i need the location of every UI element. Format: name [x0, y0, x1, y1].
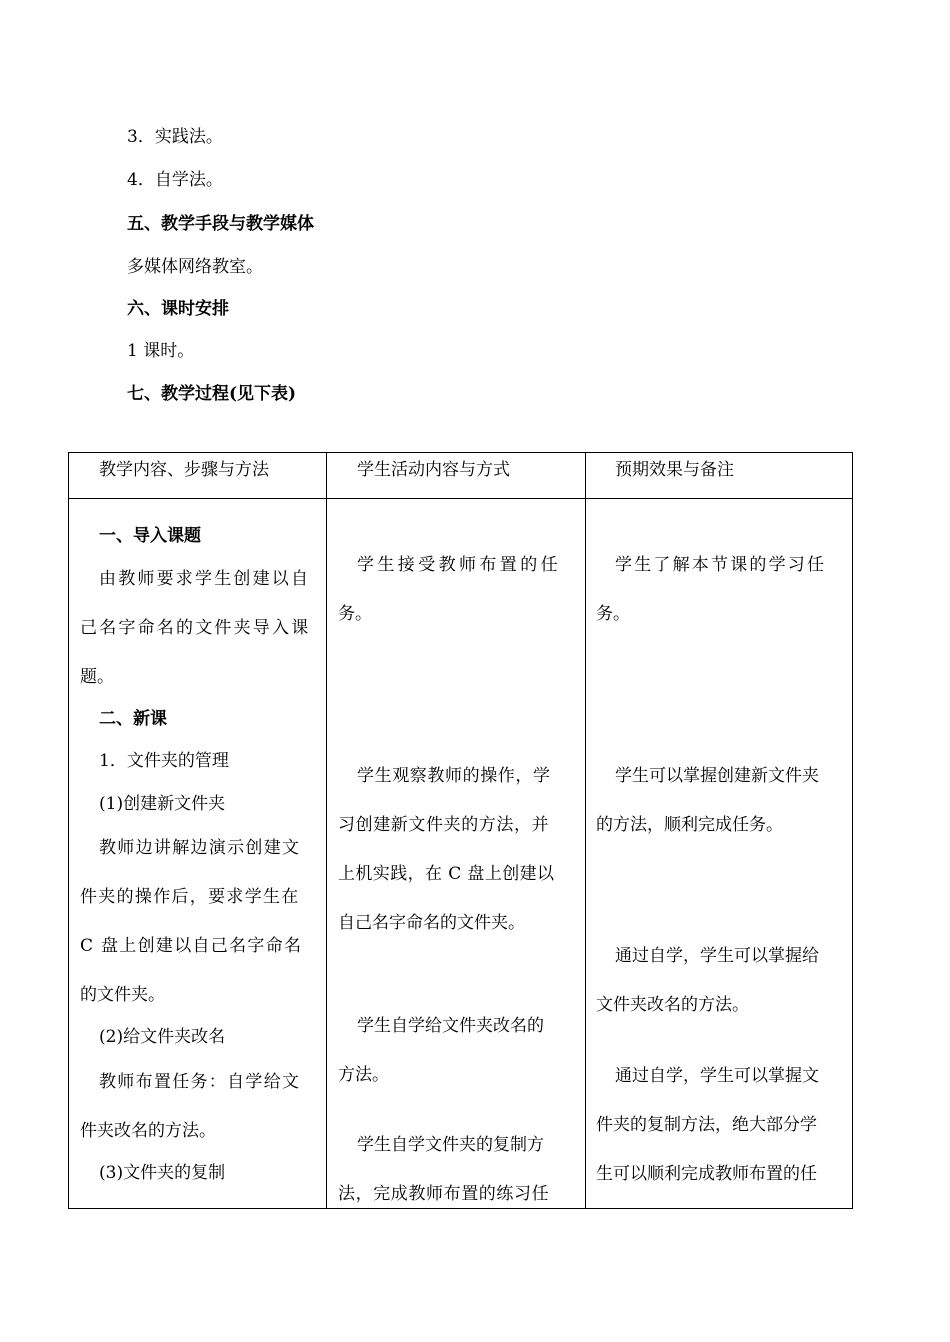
section-6-title: 六、课时安排: [127, 299, 229, 319]
section-6-body: 1 课时。: [127, 341, 195, 361]
col1-text: C 盘上创建以自己名字命名: [80, 936, 303, 956]
list-item-3: 3．实践法。: [127, 127, 223, 147]
col3-text: 文件夹改名的方法。: [596, 995, 749, 1015]
col3-text: 学生可以掌握创建新文件夹: [615, 766, 819, 786]
col3-text: 通过自学，学生可以掌握文: [615, 1066, 819, 1086]
section-7-title: 七、教学过程(见下表): [127, 384, 297, 404]
col1-subheading: (3)文件夹的复制: [99, 1163, 226, 1183]
column-divider: [585, 453, 586, 1208]
column-divider: [326, 453, 327, 1208]
col2-text: 上机实践，在 C 盘上创建以: [338, 864, 555, 884]
col2-text: 方法。: [338, 1065, 389, 1085]
header-content-steps: 教学内容、步骤与方法: [99, 460, 269, 480]
header-expected-effect: 预期效果与备注: [615, 460, 734, 480]
section-5-title: 五、教学手段与教学媒体: [127, 214, 314, 234]
col3-text: 件夹的复制方法，绝大部分学: [596, 1115, 817, 1135]
col2-text: 法，完成教师布置的练习任: [338, 1184, 550, 1204]
col1-text: 题。: [80, 667, 114, 687]
col3-text: 学生了解本节课的学习任: [615, 555, 827, 575]
col2-text: 自己名字命名的文件夹。: [338, 913, 525, 933]
header-divider: [69, 498, 852, 499]
col2-text: 学生自学给文件夹改名的: [357, 1016, 544, 1036]
col1-subheading: 1．文件夹的管理: [99, 751, 229, 771]
col2-text: 学生接受教师布置的任: [357, 555, 561, 575]
col1-text: 的文件夹。: [80, 985, 165, 1005]
col1-text: 由教师要求学生创建以自: [99, 569, 311, 589]
col1-text: 己名字命名的文件夹导入课: [80, 618, 311, 638]
col1-subheading: (2)给文件夹改名: [99, 1027, 226, 1047]
col3-text: 的方法，顺利完成任务。: [596, 815, 783, 835]
col2-text: 习创建新文件夹的方法，并: [338, 815, 550, 835]
col1-text: 件夹改名的方法。: [80, 1121, 216, 1141]
col1-text: 教师边讲解边演示创建文: [99, 838, 301, 858]
col2-text: 务。: [338, 604, 372, 624]
col2-text: 学生观察教师的操作，学: [357, 766, 551, 786]
list-item-4: 4．自学法。: [127, 170, 223, 190]
col1-text: 教师布置任务：自学给文: [99, 1072, 301, 1092]
col3-text: 生可以顺利完成教师布置的任: [596, 1164, 817, 1184]
col1-text: 件夹的操作后，要求学生在: [80, 887, 300, 907]
col3-text: 务。: [596, 604, 630, 624]
header-student-activity: 学生活动内容与方式: [357, 460, 510, 480]
col1-subheading: (1)创建新文件夹: [99, 794, 226, 814]
col1-heading-new-lesson: 二、新课: [99, 709, 167, 729]
col1-heading-intro: 一、导入课题: [99, 526, 201, 546]
col3-text: 通过自学，学生可以掌握给: [615, 946, 819, 966]
col2-text: 学生自学文件夹的复制方: [357, 1135, 544, 1155]
section-5-body: 多媒体网络教室。: [127, 257, 263, 277]
process-table: [68, 452, 853, 1209]
